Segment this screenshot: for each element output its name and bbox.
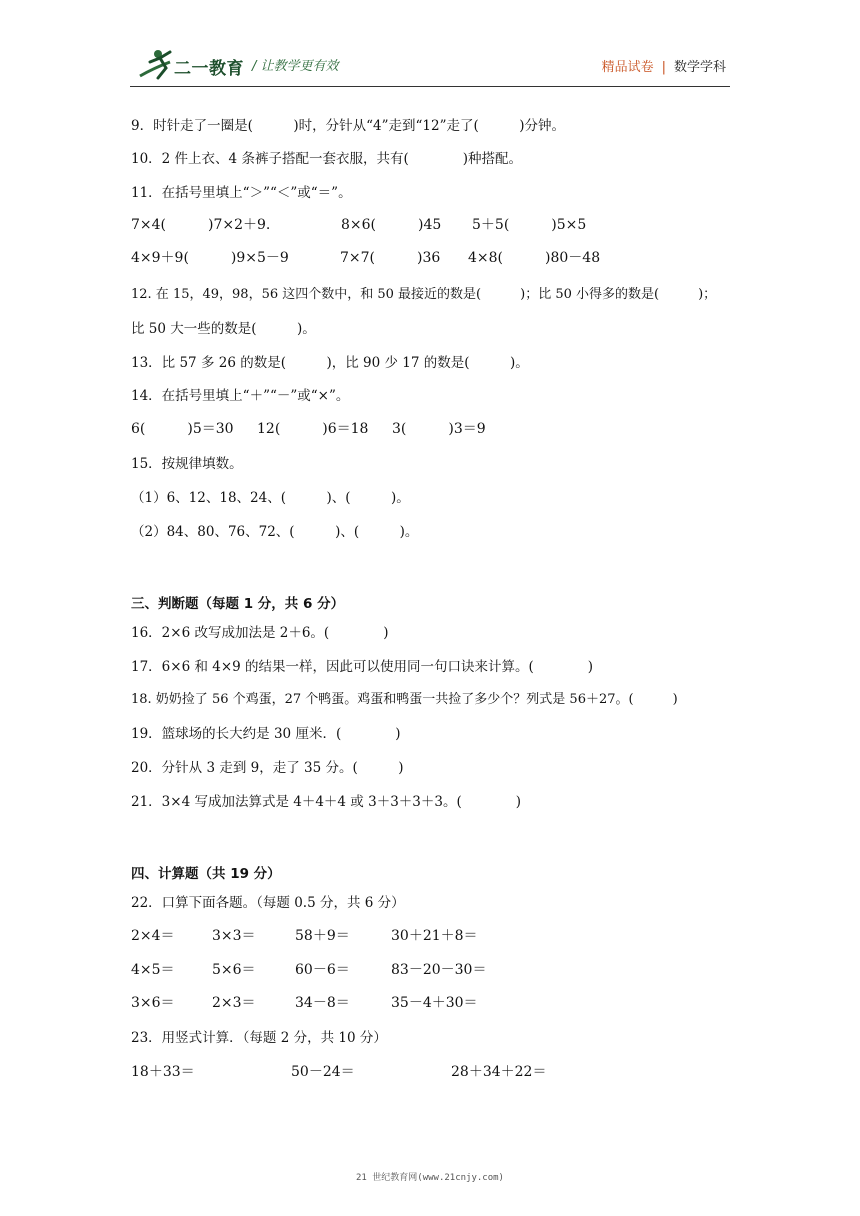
vertical-calc-item: 28＋34＋22＝	[451, 1064, 547, 1080]
oral-calc-item: 4×5＝	[131, 962, 175, 978]
comparison-item: 4×8( )80－48	[468, 250, 601, 266]
section-3-heading: 三、判断题（每题 1 分，共 6 分）	[131, 596, 345, 612]
question-14: 14．在括号里填上“＋”“－”或“×”。	[131, 388, 350, 404]
comparison-item: 8×6( )45	[341, 217, 442, 233]
vertical-calc-item: 18＋33＝	[131, 1064, 195, 1080]
question-13: 13．比 57 多 26 的数是( )，比 90 少 17 的数是( )。	[131, 355, 529, 371]
brand-label-premium: 精品试卷	[601, 60, 654, 75]
slogan: / 让教学更有效	[252, 59, 339, 74]
question-11: 11．在括号里填上“＞”“＜”或“＝”。	[131, 185, 352, 201]
brand-right	[602, 56, 726, 75]
question-15: 15．按规律填数。	[131, 456, 243, 472]
oral-calc-item: 30＋21＋8＝	[391, 928, 478, 944]
question-19: 19．篮球场的长大约是 30 厘米．( )	[131, 726, 401, 742]
question-22: 22．口算下面各题。（每题 0.5 分，共 6 分）	[131, 895, 405, 911]
question-12-line-2: 比 50 大一些的数是( )。	[131, 321, 316, 337]
operator-item: 12( )6＝18	[257, 421, 369, 437]
question-12-line-1: 12. 在 15，49，98，56 这四个数中，和 50 最接近的数是( )；比 50 小得多的数是( )；	[131, 287, 717, 302]
comparison-item: 7×7( )36	[340, 250, 441, 266]
oral-calc-item: 35－4＋30＝	[391, 995, 478, 1011]
brand-label-subject: 数学学科	[673, 60, 726, 75]
question-16: 16．2×6 改写成加法是 2＋6。( )	[131, 625, 389, 641]
question-10: 10．2 件上衣、4 条裤子搭配一套衣服，共有( )种搭配。	[131, 151, 522, 167]
oral-calc-item: 3×3＝	[212, 928, 256, 944]
comparison-item: 4×9＋9( )9×5－9	[131, 250, 289, 266]
page-footer: 21 世纪教育网(www.21cnjy.com)	[356, 1173, 504, 1183]
oral-calc-item: 3×6＝	[131, 995, 175, 1011]
brand-separator: |	[661, 60, 666, 75]
comparison-item: 7×4( )7×2＋9.	[131, 217, 271, 233]
question-17: 17．6×6 和 4×9 的结果一样，因此可以使用同一句口诀来计算。( )	[131, 659, 594, 675]
comparison-item: 5＋5( )5×5	[472, 217, 587, 233]
operator-item: 6( )5＝30	[131, 421, 234, 437]
vertical-calc-item: 50－24＝	[291, 1064, 355, 1080]
oral-calc-item: 2×3＝	[212, 995, 256, 1011]
logo-text: 二一教育	[174, 59, 244, 79]
question-20: 20．分针从 3 走到 9，走了 35 分。( )	[131, 760, 404, 776]
oral-calc-item: 2×4＝	[131, 928, 175, 944]
oral-calc-item: 60－6＝	[295, 962, 350, 978]
question-9: 9．时针走了一圈是( )时，分针从“4”走到“12”走了( )分钟。	[131, 118, 566, 134]
question-15-part-1: （1）6、12、18、24、( )、( )。	[131, 490, 410, 506]
section-4-heading: 四、计算题（共 19 分）	[131, 866, 281, 882]
question-18: 18. 奶奶捡了 56 个鸡蛋，27 个鸭蛋。鸡蛋和鸭蛋一共捡了多少个？列式是 56＋27。( )	[131, 692, 678, 707]
oral-calc-item: 5×6＝	[212, 962, 256, 978]
oral-calc-item: 58＋9＝	[295, 928, 350, 944]
oral-calc-item: 34－8＝	[295, 995, 350, 1011]
question-21: 21．3×4 写成加法算式是 4＋4＋4 或 3＋3＋3＋3。( )	[131, 794, 521, 810]
question-15-part-2: （2）84、80、76、72、( )、( )。	[131, 524, 419, 540]
operator-item: 3( )3＝9	[392, 421, 486, 437]
page-header	[0, 0, 860, 96]
oral-calc-item: 83－20－30＝	[391, 962, 487, 978]
question-23: 23．用竖式计算．（每题 2 分，共 10 分）	[131, 1030, 387, 1046]
header-divider	[130, 86, 730, 87]
